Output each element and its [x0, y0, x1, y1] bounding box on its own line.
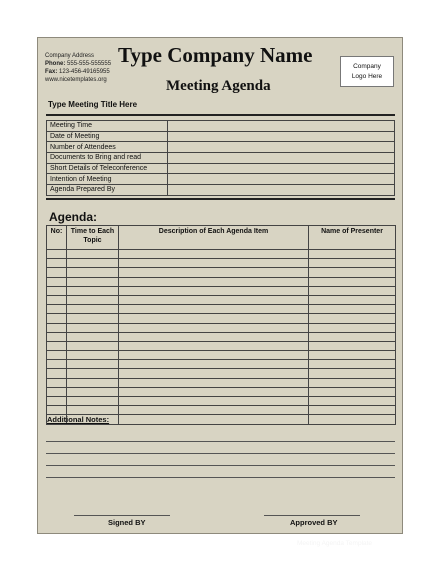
agenda-row	[47, 341, 396, 350]
agenda-row	[47, 378, 396, 387]
fax-label: Fax:	[45, 69, 58, 75]
time-cell[interactable]	[67, 351, 119, 360]
col-header-presenter: Name of Presenter	[309, 226, 396, 250]
notes-line[interactable]	[46, 477, 395, 478]
approved-line[interactable]	[264, 515, 360, 516]
agenda-row	[47, 295, 396, 304]
description-cell[interactable]	[119, 277, 309, 286]
meeting-info-table	[46, 120, 395, 196]
agenda-row	[47, 250, 396, 259]
agenda-row	[47, 323, 396, 332]
agenda-row	[47, 332, 396, 341]
description-cell[interactable]	[119, 259, 309, 268]
presenter-cell[interactable]	[309, 277, 396, 286]
time-cell[interactable]	[67, 406, 119, 415]
presenter-cell[interactable]	[309, 369, 396, 378]
time-cell[interactable]	[67, 268, 119, 277]
divider	[46, 198, 395, 200]
phone-value: 555-555-555555	[67, 61, 112, 67]
no-cell[interactable]	[47, 341, 67, 350]
time-cell[interactable]	[67, 323, 119, 332]
time-cell[interactable]	[67, 360, 119, 369]
time-cell[interactable]	[67, 305, 119, 314]
info-value-field[interactable]	[168, 121, 395, 132]
agenda-row	[47, 259, 396, 268]
agenda-row	[47, 397, 396, 406]
notes-line[interactable]	[46, 441, 395, 442]
presenter-cell[interactable]	[309, 295, 396, 304]
agenda-row	[47, 369, 396, 378]
description-cell[interactable]	[119, 387, 309, 396]
info-label: Date of Meeting	[47, 131, 168, 142]
description-cell[interactable]	[119, 268, 309, 277]
website: www.nicetemplates.org	[45, 77, 107, 83]
col-header-description: Description of Each Agenda Item	[119, 226, 309, 250]
agenda-row	[47, 286, 396, 295]
no-cell[interactable]	[47, 351, 67, 360]
agenda-heading: Agenda:	[49, 210, 97, 224]
description-cell[interactable]	[119, 369, 309, 378]
time-cell[interactable]	[67, 332, 119, 341]
description-cell[interactable]	[119, 305, 309, 314]
no-cell[interactable]	[47, 295, 67, 304]
notes-line[interactable]	[46, 465, 395, 466]
no-cell[interactable]	[47, 268, 67, 277]
presenter-cell[interactable]	[309, 351, 396, 360]
no-cell[interactable]	[47, 277, 67, 286]
address-line: Company Address	[45, 53, 95, 59]
time-cell[interactable]	[67, 387, 119, 396]
time-cell[interactable]	[67, 397, 119, 406]
agenda-table	[46, 225, 396, 425]
approved-label: Approved BY	[290, 518, 338, 527]
presenter-cell[interactable]	[309, 259, 396, 268]
presenter-cell[interactable]	[309, 406, 396, 415]
info-row	[47, 174, 395, 185]
info-label: Documents to Bring and read	[47, 153, 168, 164]
logo-line-1: Company	[353, 62, 381, 70]
time-cell[interactable]	[67, 259, 119, 268]
info-value-field[interactable]	[168, 142, 395, 153]
logo-placeholder	[340, 56, 394, 87]
info-value-field[interactable]	[168, 153, 395, 164]
no-cell[interactable]	[47, 259, 67, 268]
no-cell[interactable]	[47, 314, 67, 323]
no-cell[interactable]	[47, 369, 67, 378]
fax-value: 123-456-49165955	[59, 69, 110, 75]
agenda-row	[47, 268, 396, 277]
description-cell[interactable]	[119, 332, 309, 341]
time-cell[interactable]	[67, 341, 119, 350]
no-cell[interactable]	[47, 305, 67, 314]
info-row	[47, 131, 395, 142]
description-cell[interactable]	[119, 295, 309, 304]
time-cell[interactable]	[67, 314, 119, 323]
no-cell[interactable]	[47, 250, 67, 259]
template-footer: Meeting Agenda Template	[297, 540, 373, 547]
time-cell[interactable]	[67, 277, 119, 286]
info-label: Intention of Meeting	[47, 174, 168, 185]
info-value-field[interactable]	[168, 185, 395, 196]
presenter-cell[interactable]	[309, 378, 396, 387]
description-cell[interactable]	[119, 314, 309, 323]
agenda-sheet	[37, 37, 403, 534]
no-cell[interactable]	[47, 397, 67, 406]
agenda-row	[47, 360, 396, 369]
agenda-row	[47, 277, 396, 286]
agenda-row	[47, 387, 396, 396]
no-cell[interactable]	[47, 323, 67, 332]
description-cell[interactable]	[119, 250, 309, 259]
presenter-cell[interactable]	[309, 305, 396, 314]
no-cell[interactable]	[47, 332, 67, 341]
presenter-cell[interactable]	[309, 268, 396, 277]
description-cell[interactable]	[119, 286, 309, 295]
presenter-cell[interactable]	[309, 323, 396, 332]
signed-line[interactable]	[74, 515, 170, 516]
description-cell[interactable]	[119, 415, 309, 424]
agenda-row	[47, 351, 396, 360]
no-cell[interactable]	[47, 360, 67, 369]
company-name: Type Company Name	[118, 43, 313, 67]
phone-label: Phone:	[45, 61, 66, 67]
no-cell[interactable]	[47, 286, 67, 295]
description-cell[interactable]	[119, 360, 309, 369]
description-cell[interactable]	[119, 378, 309, 387]
notes-line[interactable]	[46, 453, 395, 454]
document-title: Meeting Agenda	[166, 78, 271, 94]
presenter-cell[interactable]	[309, 341, 396, 350]
info-label: Short Details of Teleconference	[47, 163, 168, 174]
presenter-cell[interactable]	[309, 332, 396, 341]
time-cell[interactable]	[67, 378, 119, 387]
info-value-field[interactable]	[168, 163, 395, 174]
presenter-cell[interactable]	[309, 397, 396, 406]
info-value-field[interactable]	[168, 174, 395, 185]
info-row	[47, 153, 395, 164]
col-header-time: Time to Each Topic	[67, 226, 119, 250]
agenda-row	[47, 305, 396, 314]
description-cell[interactable]	[119, 351, 309, 360]
description-cell[interactable]	[119, 341, 309, 350]
no-cell[interactable]	[47, 387, 67, 396]
divider	[46, 114, 395, 116]
col-header-no: No:	[47, 226, 67, 250]
signed-label: Signed BY	[108, 518, 146, 527]
logo-line-2: Logo Here	[351, 72, 383, 80]
meeting-title: Type Meeting Title Here	[48, 100, 138, 109]
info-value-field[interactable]	[168, 131, 395, 142]
agenda-row	[47, 406, 396, 415]
info-row	[47, 121, 395, 132]
no-cell[interactable]	[47, 378, 67, 387]
info-label: Agenda Prepared By	[47, 185, 168, 196]
info-row	[47, 163, 395, 174]
time-cell[interactable]	[67, 295, 119, 304]
presenter-cell[interactable]	[309, 286, 396, 295]
notes-heading: Additional Notes:	[47, 415, 110, 424]
no-cell[interactable]	[47, 406, 67, 415]
info-label: Meeting Time	[47, 121, 168, 132]
time-cell[interactable]	[67, 250, 119, 259]
presenter-cell[interactable]	[309, 250, 396, 259]
agenda-row	[47, 314, 396, 323]
company-address-block	[45, 52, 111, 84]
presenter-cell[interactable]	[309, 415, 396, 424]
presenter-cell[interactable]	[309, 387, 396, 396]
presenter-cell[interactable]	[309, 314, 396, 323]
presenter-cell[interactable]	[309, 360, 396, 369]
description-cell[interactable]	[119, 406, 309, 415]
time-cell[interactable]	[67, 286, 119, 295]
info-row	[47, 142, 395, 153]
time-cell[interactable]	[67, 369, 119, 378]
info-label: Number of Attendees	[47, 142, 168, 153]
description-cell[interactable]	[119, 323, 309, 332]
description-cell[interactable]	[119, 397, 309, 406]
info-row	[47, 185, 395, 196]
